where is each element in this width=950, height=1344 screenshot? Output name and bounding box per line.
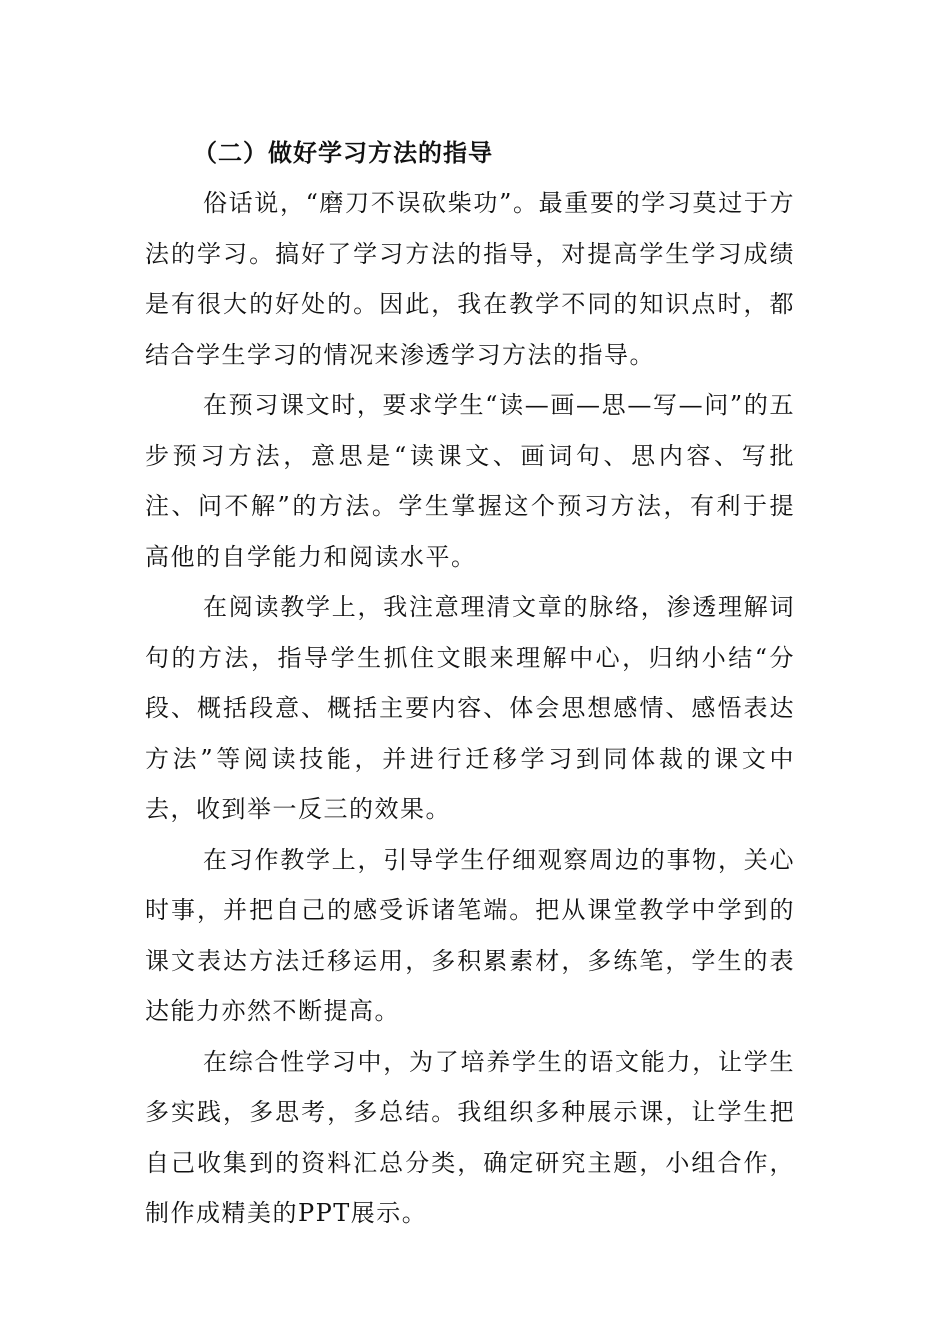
- section-heading: （二）做好学习方法的指导: [193, 138, 493, 167]
- document-body: [145, 128, 795, 1239]
- paragraph-comprehensive-learning: 在综合性学习中，为了培养学生的语文能力，让学生多实践，多思考，多总结。我组织多种展示课，让学生把自己收集到的资料汇总分类，确定研究主题，小组合作，制作成精美的PPT展示。: [145, 1047, 795, 1227]
- paragraph-method-importance: 俗话说，“磨刀不误砍柴功”。最重要的学习莫过于方法的学习。搞好了学习方法的指导，对提高学生学习成绩是有很大的好处的。因此，我在教学不同的知识点时，都结合学生学习的情况来渗透学习方法的指导。: [145, 189, 795, 369]
- paragraph-preview-method: 在预习课文时，要求学生“读—画—思—写—问”的五步预习方法，意思是“读课文、画词句、思内容、写批注、问不解”的方法。学生掌握这个预习方法，有利于提高他的自学能力和阅读水平。: [145, 391, 795, 571]
- paragraph-writing-teaching: 在习作教学上，引导学生仔细观察周边的事物，关心时事，并把自己的感受诉诸笔端。把从课堂教学中学到的课文表达方法迁移运用，多积累素材，多练笔，学生的表达能力亦然不断提高。: [145, 845, 795, 1025]
- paragraph-reading-teaching: 在阅读教学上，我注意理清文章的脉络，渗透理解词句的方法，指导学生抓住文眼来理解中心，归纳小结“分段、概括段意、概括主要内容、体会思想感情、感悟表达方法”等阅读技能，并进行迁移学习到同体裁的课文中去，收到举一反三的效果。: [145, 593, 795, 823]
